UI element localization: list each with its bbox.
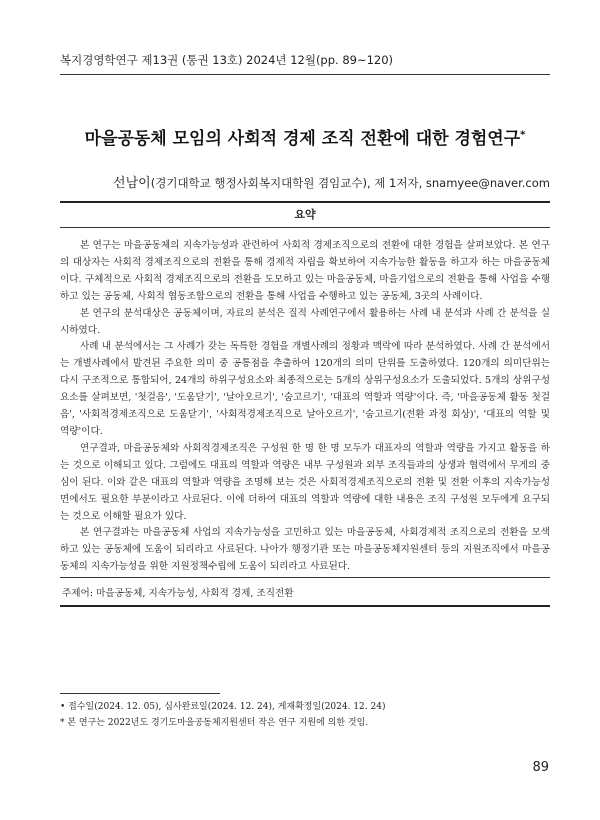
header-rule xyxy=(60,74,550,75)
abstract-box xyxy=(60,201,550,607)
abstract-paragraph: 본 연구의 분석대상은 공동체이며, 자료의 분석은 질적 사례연구에서 활용하는 사례 내 분석과 사례 간 분석을 실시하였다. xyxy=(60,307,550,336)
author-line xyxy=(113,172,550,191)
abstract-paragraph: 연구결과, 마을공동체와 사회적경제조직은 구성원 한 명 한 명 모두가 대표자의 역할과 역량을 가지고 활동을 하는 것으로 이해되고 있다. 그럼에도 대표의 역할과 역량은 내부 구성원과 외부 조직들과의 상생과 협력에서 무게의 중심이 된다. 이와 같은 대표의 역할과 역량을 조명해 보는 것은 사회적경제조직으로의 전환 및 전환 이후의 지속가능성 면에서도 필요한 부분이라고 사료된다. 이에 더하여 대표의 역할과 역량에 대한 내용은 조직 구성원 모두에게 요구되는 것으로 이해할 필요가 있다. xyxy=(60,442,550,522)
abstract-paragraph: 본 연구는 마을공동체의 지속가능성과 관련하여 사회적 경제조직으로의 전환에 대한 경험을 살펴보았다. 본 연구의 대상자는 사회적 경제조직으로의 전환을 통해 경제적 자립을 확보하여 지속가능한 활동을 하고자 하는 마을공동체이다. 구체적으로 사회적 경제조직으로의 전환을 도모하고 있는 마을공동체, 마을기업으로의 전환을 통해 사업을 수행하고 있는 공동체, 사회적 협동조합으로의 전환을 통해 사업을 수행하고 있는 공동체, 3곳의 사례이다. xyxy=(60,240,550,302)
page-number: 89 xyxy=(532,760,549,775)
footnote-funding: * 본 연구는 2022년도 경기도마을공동체지원센터 작은 연구 지원에 의한 것임. xyxy=(60,718,369,728)
abstract-paragraph: 사례 내 분석에서는 그 사례가 갖는 독특한 경험을 개별사례의 정황과 맥락에 따라 분석하였다. 사례 간 분석에서는 개별사례에서 발견된 주요한 의미 중 공통점을 추출하여 120개의 의미 단위를 도출하였다. 120개의 의미단위는 다시 구조적으로 통합되어, 24개의 하위구성요소와 최종적으로는 5개의 상위구성요소가 도출되었다. 5개의 상위구성요소를 살펴보면, '첫걸음', '도움닫기', '날아오르기', '숨고르기', '대표의 역할과 역량'이다. 즉, '마을공동체 활동 첫걸음', '사회적경제조직으로 도움닫기', '사회적경제조직으로 날아오르기', '숨고르기(전환 과정 회상)', '대표의 역할 및 역량'이다. xyxy=(60,341,550,437)
title-text: 마을공동체 모임의 사회적 경제 조직 전환에 대한 경험연구 xyxy=(84,129,521,149)
footnote-dates: • 접수일(2024. 12. 05), 심사완료일(2024. 12. 24), 게재확정일(2024. 12. 24) xyxy=(60,702,386,712)
journal-header: 복지경영학연구 제13권 (통권 13호) 2024년 12월(pp. 89~120) xyxy=(60,53,394,67)
author-name: 선남이 xyxy=(113,176,151,191)
abstract-paragraph: 본 연구결과는 마을공동체 사업의 지속가능성을 고민하고 있는 마을공동체, 사회경제적 조직으로의 전환을 모색하고 있는 공동체에 도움이 되리라고 사료된다. 나아가 행정기관 또는 마을공동체지원센터 등의 지원조직에서 마을공동체의 지속가능성을 위한 지원정책수립에 도움이 되리라고 사료된다. xyxy=(60,527,550,573)
author-affiliation: (경기대학교 행정사회복지대학원 겸임교수), 제 1저자, snamyee@naver.com xyxy=(150,176,550,190)
title-footnote-mark: * xyxy=(520,129,526,141)
footnote-rule xyxy=(60,693,220,694)
abstract-heading: 요약 xyxy=(60,203,550,228)
keywords: 주제어: 마을공동체, 지속가능성, 사회적 경제, 조직전환 xyxy=(62,588,294,599)
paper-title xyxy=(60,124,550,149)
abstract-body xyxy=(60,238,550,576)
keyword-rule xyxy=(60,577,550,578)
